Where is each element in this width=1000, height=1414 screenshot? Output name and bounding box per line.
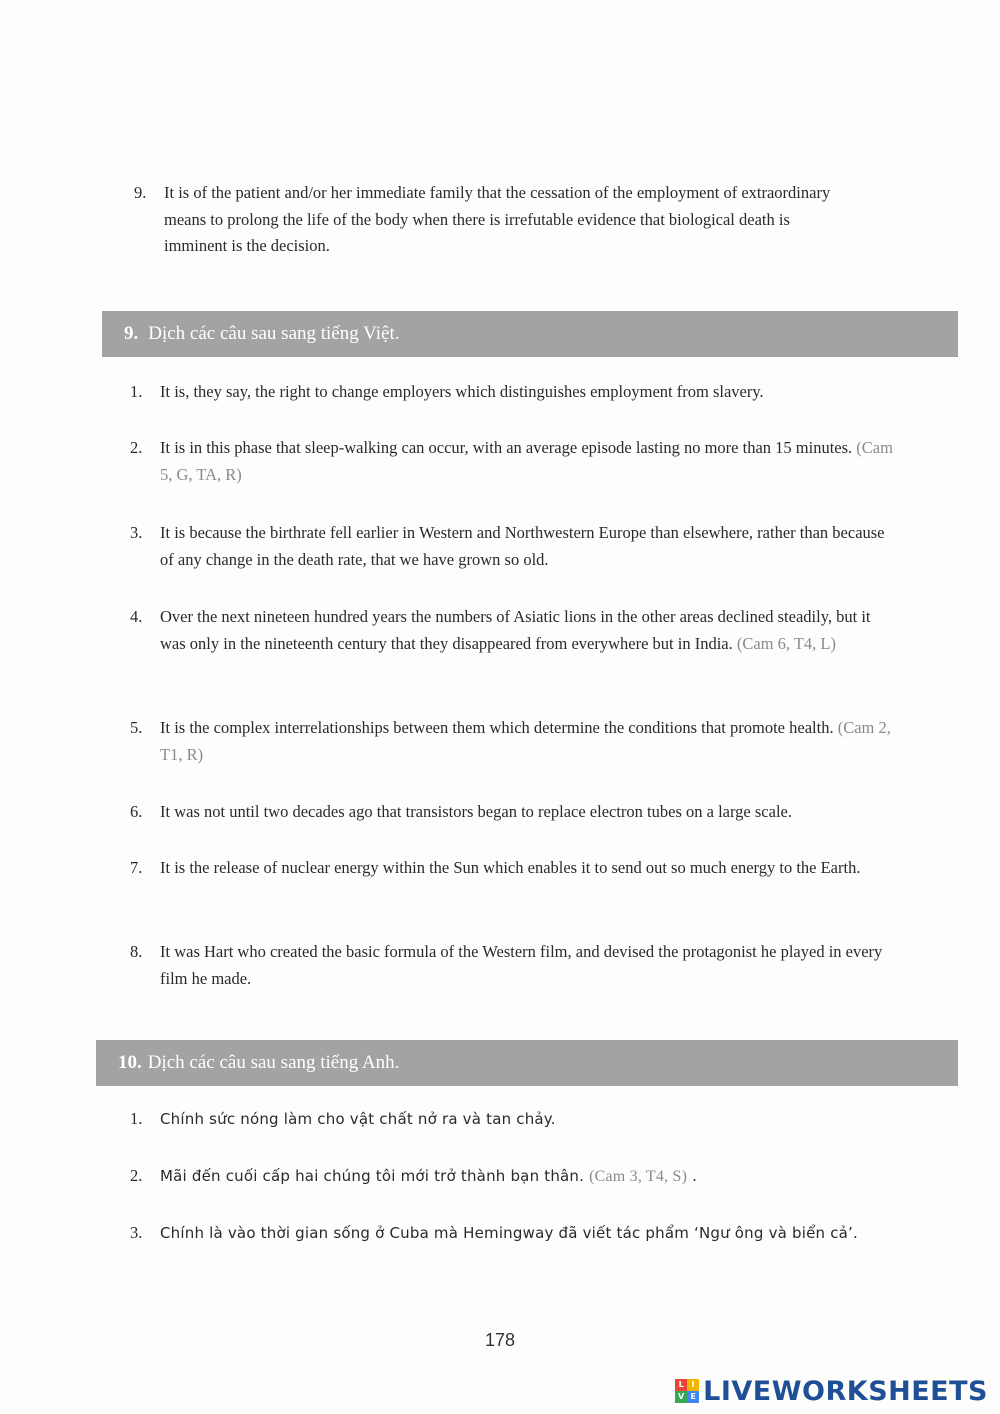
section-9-item-4 [130,604,900,657]
page-number: 178 [484,1330,516,1350]
section-9-item-8 [130,939,900,992]
section-10-title: Dịch các câu sau sang tiếng Anh. [147,1052,400,1073]
logo-tile: I [687,1379,699,1391]
item-source: (Cam 5, G, TA, R) [160,438,893,484]
item-number: 3. [130,1223,143,1242]
item-source: (Cam 2, T1, R) [160,718,891,764]
item-number: 4. [130,607,143,626]
item-text: It was not until two decades ago that transistors began to replace electron tubes on a large scale. [160,802,792,821]
item-tail: . [692,1167,698,1185]
liveworksheets-brand [675,1374,988,1408]
section-9-title: Dịch các câu sau sang tiếng Việt. [148,323,400,344]
section-9-item-2 [130,435,900,488]
section-10-header [96,1040,958,1086]
item-text: It is in this phase that sleep-walking can occur, with an average episode lasting no more than 15 minutes. [160,438,853,457]
item-number: 3. [130,523,143,542]
item-source: (Cam 6, T4, L) [736,633,836,653]
section-10-number: 10. [118,1052,142,1073]
item-text: Chính là vào thời gian sống ở Cuba mà Hemingway đã viết tác phẩm ‘Ngư ông và biển cả’. [160,1224,858,1242]
section-9-item-6 [130,799,900,826]
brand-logo-icon [675,1379,699,1403]
item-number: 1. [130,1109,143,1128]
item-text: Over the next nineteen hundred years the numbers of Asiatic lions in the other areas declined steadily, but it was only in the nineteenth century that they disappeared from everywhere but in India. [160,607,871,653]
section-9-item-1 [130,379,900,406]
item-number: 5. [130,718,143,737]
logo-tile: E [687,1391,699,1403]
item-text: It is, they say, the right to change employers which distinguishes employment from slavery. [160,382,764,401]
section-9-header [102,311,958,357]
item-number: 2. [130,438,143,457]
item-number: 7. [130,858,143,877]
prev-item-9 [134,180,834,260]
section-10-item-3 [130,1220,900,1247]
item-number: 9. [134,183,147,202]
item-text: It was Hart who created the basic formula of the Western film, and devised the protagonist he played in every film he made. [160,942,883,988]
logo-tile: V [675,1391,687,1403]
item-text: It is because the birthrate fell earlier in Western and Northwestern Europe than elsewhere, rather than because of any change in the death rate, that we have grown so old. [160,523,885,569]
section-9-item-5 [130,715,900,768]
logo-tile: L [675,1379,687,1391]
item-number: 2. [130,1166,143,1185]
item-number: 8. [130,942,143,961]
item-text: It is the complex interrelationships between them which determine the conditions that promote health. [160,718,834,737]
section-10-item-1 [130,1106,900,1133]
section-9-item-3 [130,520,900,573]
item-number: 6. [130,802,143,821]
section-9-item-7 [130,855,900,882]
item-number: 1. [130,382,143,401]
item-source: (Cam 3, T4, S) [589,1168,688,1185]
item-text: It is of the patient and/or her immediate family that the cessation of the employment of extraordinary means to prolong the life of the body when there is irrefutable evidence that biological death is imminent is the decision. [164,183,831,255]
section-9-number: 9. [124,323,139,344]
brand-text: LIVEWORKSHEETS [703,1375,988,1407]
item-text: Mãi đến cuối cấp hai chúng tôi mới trở thành bạn thân. [160,1167,585,1185]
section-10-item-2 [130,1163,900,1191]
item-text: It is the release of nuclear energy within the Sun which enables it to send out so much energy to the Earth. [160,858,861,877]
item-text: Chính sức nóng làm cho vật chất nở ra và tan chảy. [160,1110,556,1128]
